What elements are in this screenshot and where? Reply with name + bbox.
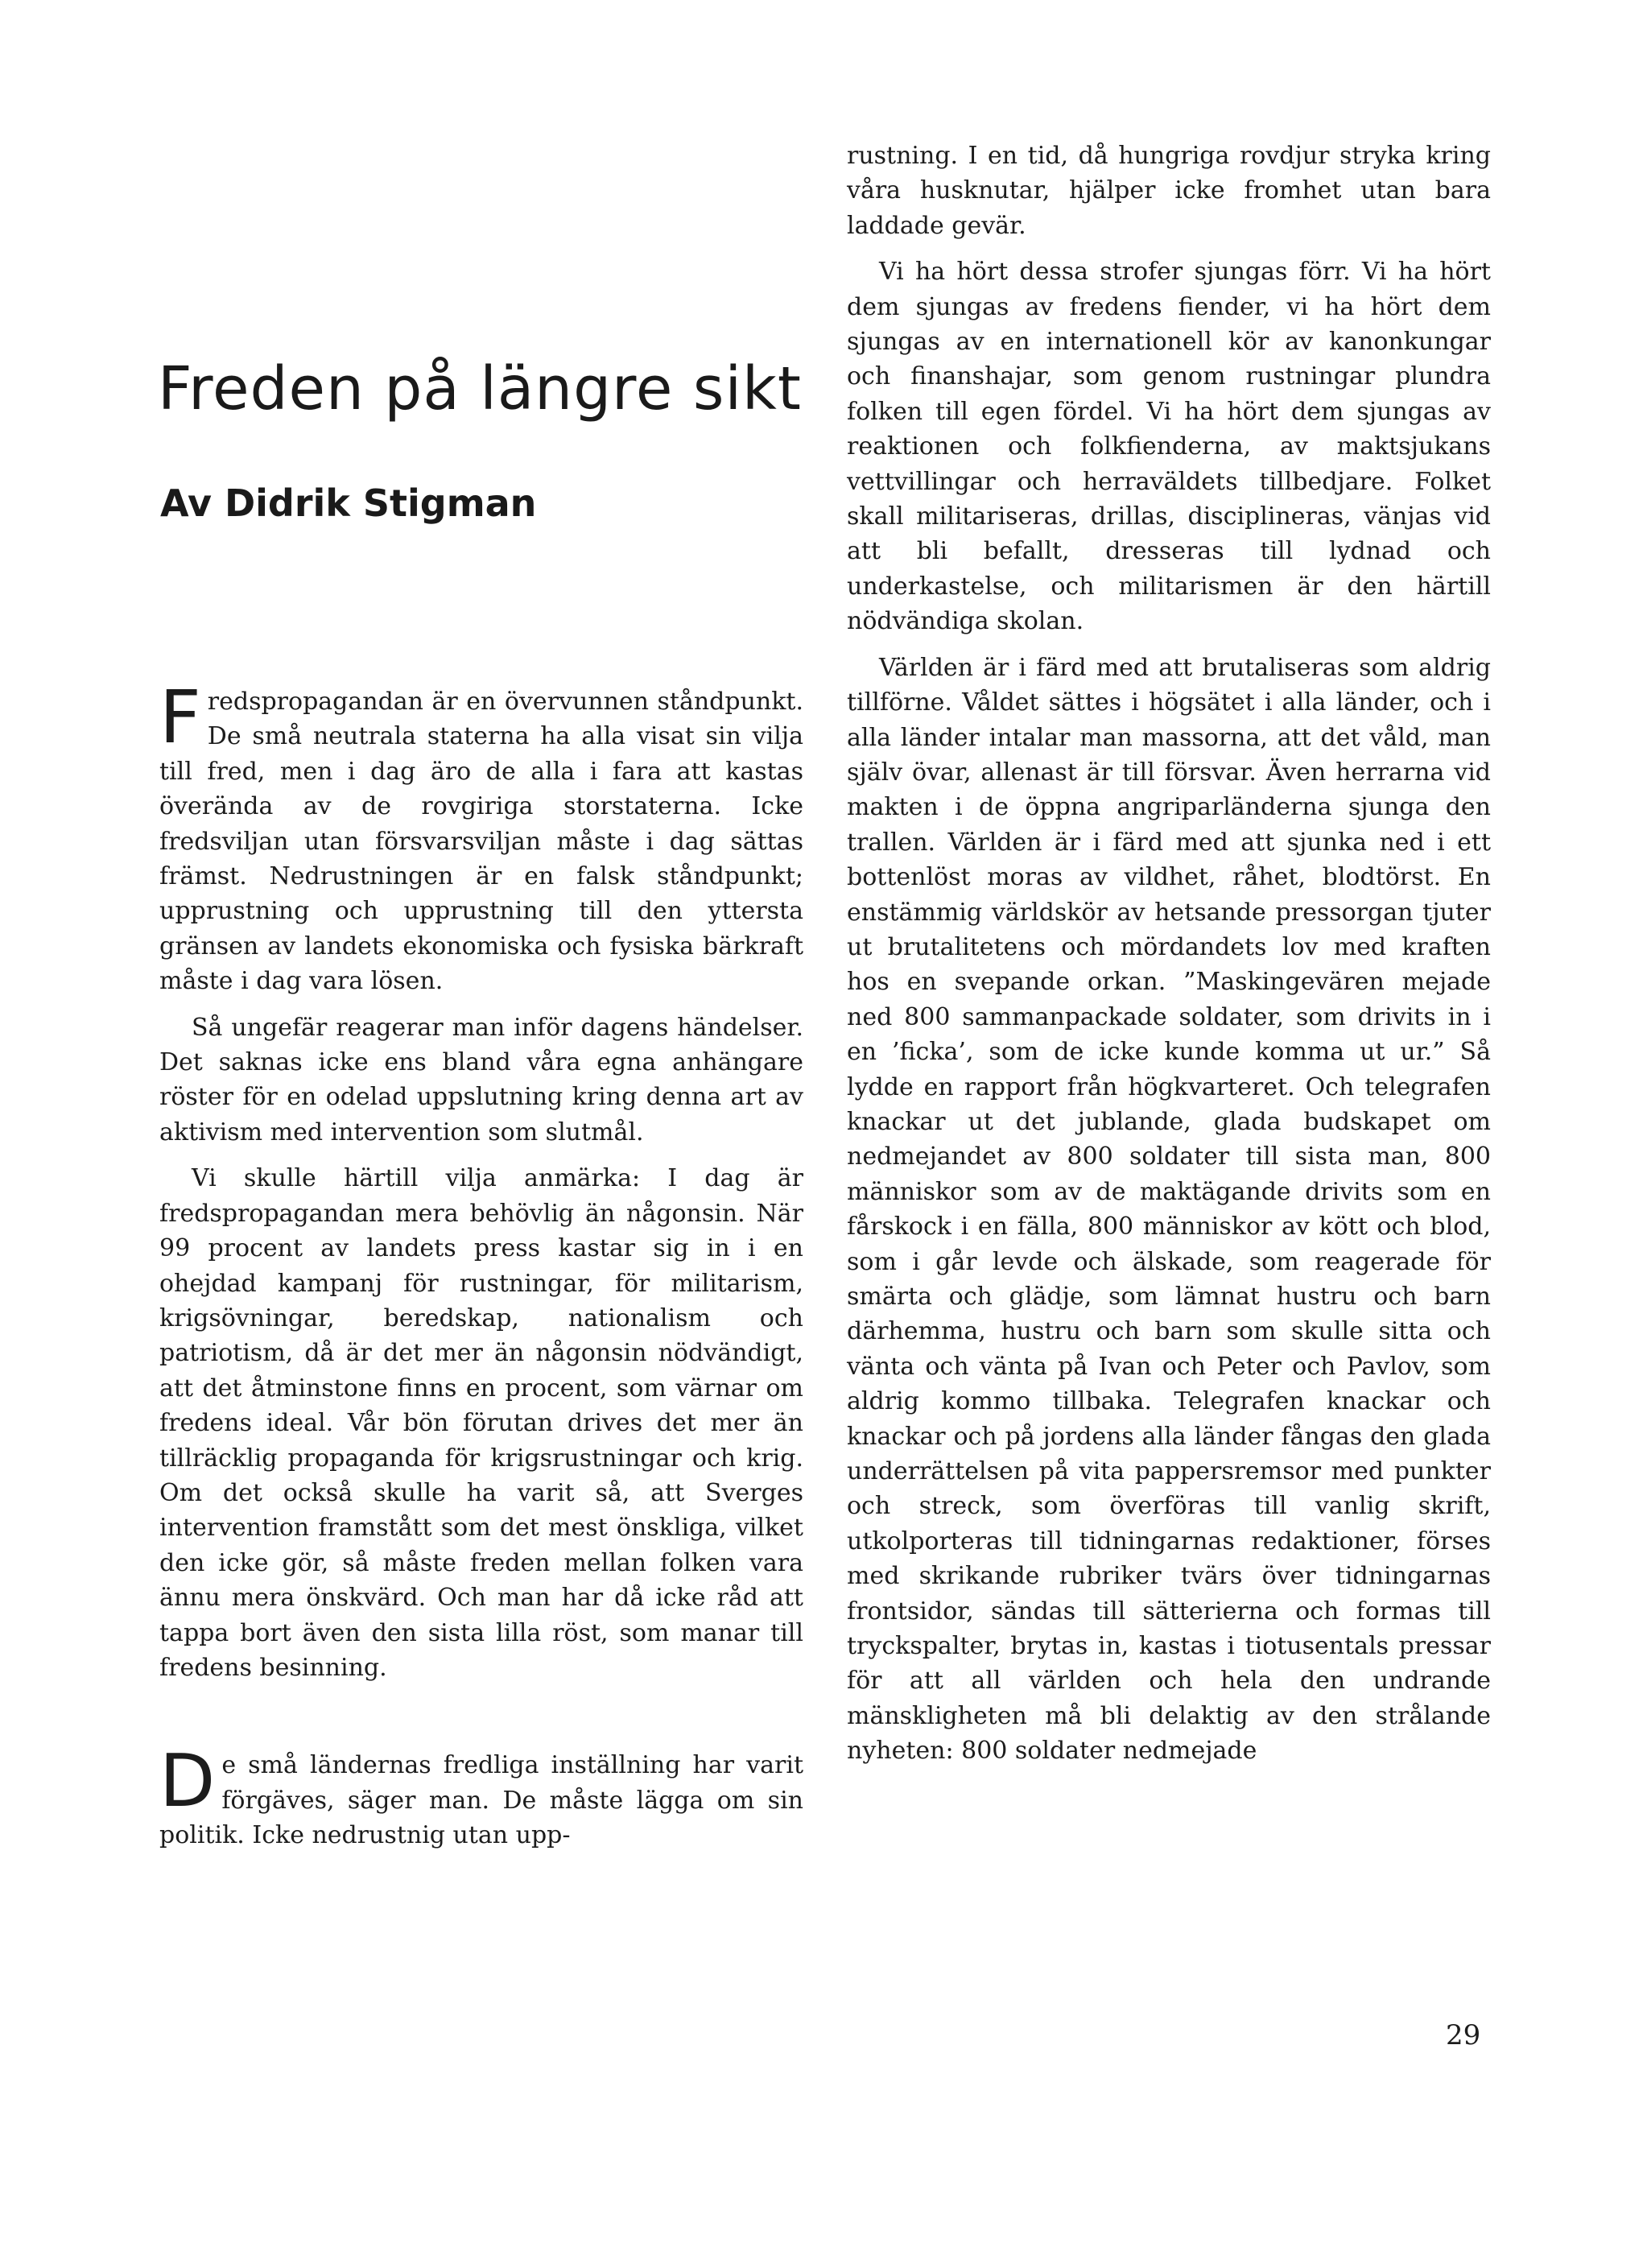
article-title: Freden på längre sikt [158,354,802,423]
paragraph: Så ungefär reagerar man inför dagens händelser. Det saknas icke ens bland våra egna anhängare röster för en odelad uppslutning kring denna art av aktivism med intervention som slutmål. [159,1013,803,1146]
paragraph-text: e små ländernas fredliga inställning har varit förgäves, säger man. De måste lägga om sin politik. Icke nedrustnig utan upp- [159,1751,803,1850]
drop-cap: D [159,1739,216,1824]
article-byline: Av Didrik Stigman [160,481,537,525]
right-text-column [847,138,1491,1769]
paragraph-text: redspropagandan är en övervunnen ståndpunkt. De små neutrala staterna ha alla visat sin vilja till fred, men i dag äro de alla i fara att kastas överända av de rovgiriga storstaterna. Icke fredsviljan utan försvarsviljan måste i dag sättas främst. Nedrustningen är en falsk ståndpunkt; upprustning och upprustning till den yttersta gränsen av landets ekonomiska och fysiska bärkraft måste i dag vara lösen. [159,688,803,996]
paragraph: Vi skulle härtill vilja anmärka: I dag är fredspropagandan mera behövlig än någonsin. När 99 procent av landets press kastar sig in i en ohejdad kampanj för rustningar, för militarism, krigsövningar, beredskap, nationalism och patriotism, då är det mer än någonsin nödvändigt, att det åtminstone finns en procent, som värnar om fredens ideal. Vår bön förutan drives det mer än tillräcklig propaganda för krigsrustningar och krig. Om det också skulle ha varit så, att Sverges intervention framstått som det mest önskliga, vilket den icke gör, så måste freden mellan folken vara ännu mera önskvärd. Och man har då icke råd att tappa bort även den sista lilla röst, som manar till fredens besinning. [159,1164,803,1682]
page-number: 29 [1446,2019,1481,2051]
paragraph: Vi ha hört dessa strofer sjungas förr. Vi ha hört dem sjungas av fredens fiender, vi ha hört dem sjungas av en internationell kör av kanonkungar och finanshajar, som genom rustningar plundra folken till egen fördel. Vi ha hört dem sjungas av reaktionen och folkfienderna, av maktsjukans vettvillingar och herraväldets tillbedjare. Folket skall militariseras, drillas, disciplineras, vänjas vid att bli befallt, dresseras till lydnad och underkastelse, och militarismen är den härtill nödvändiga skolan. [847,258,1491,636]
paragraph: Världen är i färd med att brutaliseras som aldrig tillförne. Våldet sättes i högsätet i alla länder, och i alla länder intalar man massorna, att det våld, man själv övar, allenast är till försvar. Även herrarna vid makten i de öppna angriparländerna sjunga den trallen. Världen är i färd med att sjunka ned i ett bottenlöst moras av vildhet, råhet, blodtörst. En enstämmig världskör av hetsande pressorgan tjuter ut brutalitetens och mördandets lov med kraften hos en svepande orkan. ”Maskingevären mejade ned 800 sammanpackade soldater, som drivits in i en ’ficka’, som de icke kunde komma ut ur.” Så lydde en rapport från högkvarteret. Och telegrafen knackar ut det jublande, glada budskapet om nedmejandet av 800 soldater till sista man, 800 människor som av de maktägande drivits som en fårskock i en fälla, 800 människor av kött och blod, som i går levde och älskade, som reagerade för smärta och glädje, som lämnat hustru och barn därhemma, hustru och barn som skulle sitta och vänta och vänta på Ivan och Peter och Pavlov, som aldrig kommo tillbaka. Telegrafen knackar och knackar och på jordens alla länder fångas den glada underrättelsen på vita pappersremsor med punkter och streck, som överföras till vanlig skrift, utkolporteras till tidningarnas redaktioner, förses med skrikande rubriker tvärs över tidningarnas frontsidor, sändas till sätterierna och formas till tryckspalter, brytas in, kastas i tiotusentals pressar för att all världen och hela den undrande mänskligheten må bli delaktig av den strålande nyheten: 800 soldater nedmejade [847,653,1491,1766]
paragraph [159,675,803,999]
left-text-column [159,675,803,1853]
drop-cap: F [159,675,201,760]
paragraph [159,1739,803,1853]
paragraph: rustning. I en tid, då hungriga rovdjur stryka kring våra husknutar, hjälper icke fromhet utan bara laddade gevär. [847,142,1491,240]
